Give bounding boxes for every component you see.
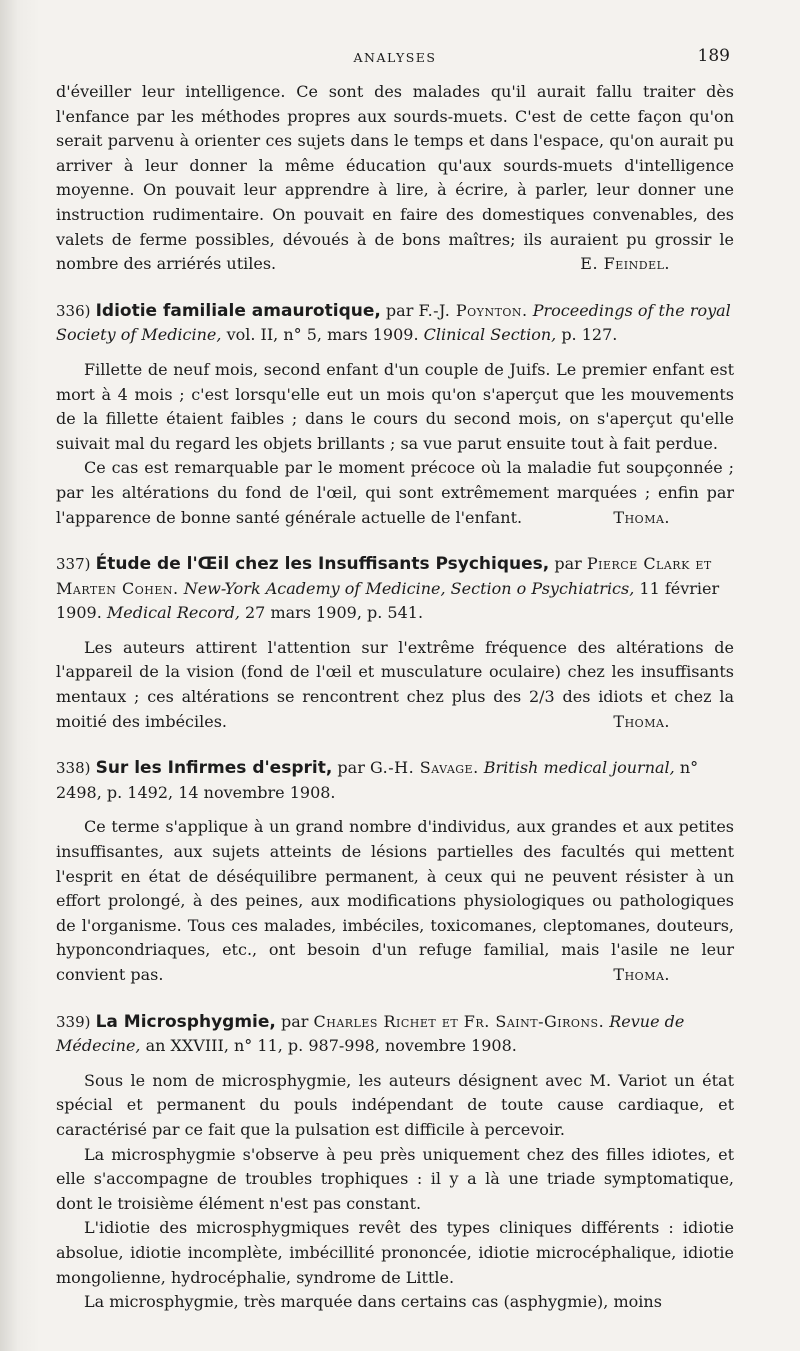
entry-source: Revue de Médecine, xyxy=(56,1011,685,1056)
entry-signature-wrap xyxy=(585,506,734,531)
signature: Thoma. xyxy=(613,711,670,731)
entry-reference-2: p. 127. xyxy=(561,325,618,345)
entry-source: British medical journal, xyxy=(483,758,675,778)
page-header xyxy=(56,44,734,80)
signature: E. Feindel. xyxy=(580,254,670,274)
entry-number: 336) xyxy=(56,301,91,320)
entry-339 xyxy=(56,1010,734,1315)
entry-heading xyxy=(56,299,734,348)
entry-heading xyxy=(56,1010,734,1059)
entry-paragraph xyxy=(56,456,734,530)
entry-number: 337) xyxy=(56,555,91,574)
entry-par: par xyxy=(554,554,582,574)
entry-reference-2: 27 mars 1909, p. 541. xyxy=(245,603,424,623)
entry-paragraph xyxy=(56,636,734,734)
entry-338 xyxy=(56,756,734,987)
running-title: ANALYSES xyxy=(353,50,437,65)
entry-336 xyxy=(56,299,734,530)
entry-paragraph: La microsphygmie, très marquée dans certains cas (asphygmie), moins xyxy=(84,1292,662,1312)
signature: Thoma. xyxy=(613,507,670,527)
entry-337 xyxy=(56,552,734,734)
entry-author: Charles Richet et Fr. Saint-Girons. xyxy=(313,1011,605,1031)
page-number: 189 xyxy=(697,46,730,66)
entry-reference: n° 2498, p. 1492, 14 novembre 1908. xyxy=(56,758,699,802)
entry-author: G.-H. Savage. xyxy=(369,758,479,778)
entry-title: Sur les Infirmes d'esprit, xyxy=(95,758,333,779)
entry-paragraph-text: Ce cas est remarquable par le moment précoce où la maladie fut soupçonnée ; par les altérations du fond de l'œil, qui sont extrêmement marquées ; enfin par l'apparence de bonne santé générale actuelle de l'enfant. xyxy=(56,458,734,527)
entry-number: 338) xyxy=(56,759,91,778)
entry-par: par xyxy=(385,300,414,320)
entry-source-2: Clinical Section, xyxy=(423,325,557,345)
entry-par: par xyxy=(280,1011,309,1031)
entry-paragraph-text: Ce terme s'applique à un grand nombre d'individus, aux grandes et aux petites insuffisantes, aux sujets atteints de lésions partielles des facultés qui mettent l'esprit en état de déséquilibre permanent, à ceux qui ne peuvent résister à un effort prolongé, à des peines, aux modifications physiologiques ou pathologiques de l'organisme. Tous ces malades, imbéciles, toxicomanes, cleptomanes, douteurs, hyponcondriaques, etc., ont besoin d'un refuge familial, mais l'asile ne leur convient pas. xyxy=(56,817,734,984)
entry-paragraph-text: Les auteurs attirent l'attention sur l'extrême fréquence des altérations de l'appareil de la vision (fond de l'œil et musculature oculaire) chez les insuffisants mentaux ; ces altérations se rencontrent chez plus des 2/3 des idiots et chez la moitié des imbéciles. xyxy=(56,637,734,731)
signature: Thoma. xyxy=(613,965,670,984)
entry-par: par xyxy=(337,758,365,778)
entry-reference: 11 février 1909. xyxy=(56,578,720,623)
entry-title: La Microsphygmie, xyxy=(95,1011,276,1032)
entry-title: Étude de l'Œil chez les Insuffisants Psychiques, xyxy=(95,554,550,575)
entry-number: 339) xyxy=(56,1012,91,1031)
entry-source-2: Medical Record, xyxy=(106,603,240,623)
intro-text: d'éveiller leur intelligence. Ce sont des malades qu'il aurait fallu traiter dès l'enfance par les méthodes propres aux sourds-muets. C'est de cette façon qu'on serait parvenu à orienter ces sujets dans le temps et dans l'espace, qu'on aurait pu arriver à leur donner la même éducation qu'aux sourds-muets d'intelligence moyenne. On pouvait leur apprendre à lire, à écrire, à parler, leur donner une instruction rudimentaire. On pouvait en faire des domestiques convenables, des valets de ferme possibles, dévoués à de bons maîtres; ils auraient pu grossir le nombre des arriérés utiles. xyxy=(56,82,734,274)
entry-author: Pierce Clark et Marten Cohen. xyxy=(56,554,712,598)
entry-reference: an XXVIII, n° 11, p. 987-998, novembre 1908. xyxy=(145,1036,517,1056)
entry-title: Idiotie familiale amaurotique, xyxy=(95,300,381,321)
entry-paragraph: Sous le nom de microsphygmie, les auteurs désignent avec M. Variot un état spécial et permanent du pouls indépendant de toute cause cardiaque, et caractérisé par ce fait que la pulsation est difficile à percevoir. xyxy=(56,1070,734,1139)
entry-source: Proceedings of the royal Society of Medicine, xyxy=(56,300,731,345)
intro-paragraph xyxy=(56,80,734,277)
entry-paragraph: La microsphygmie s'observe à peu près uniquement chez des filles idiotes, et elle s'accompagne de troubles trophiques : il y a là une triade symptomatique, dont le troisième élément n'est pas constant. xyxy=(56,1144,734,1213)
entry-paragraph: Fillette de neuf mois, second enfant d'un couple de Juifs. Le premier enfant est mort à 4 mois ; c'est lorsqu'elle eut un mois qu'on s'aperçut que les mouvements de la fillette étaient faibles ; dans le cours du second mois, on s'aperçut qu'elle suivait mal du regard les objets brillants ; sa vue parut ensuite tout à fait perdue. xyxy=(56,359,734,453)
entry-signature-wrap xyxy=(585,710,734,735)
entry-author: F.-J. Poynton. xyxy=(418,300,528,320)
entry-signature-wrap xyxy=(585,963,734,988)
entry-paragraph xyxy=(56,815,734,987)
intro-signature xyxy=(580,252,734,277)
entry-source: New-York Academy of Medicine, Section o Psychiatrics, xyxy=(183,578,635,598)
entry-heading xyxy=(56,756,734,805)
entry-reference: vol. II, n° 5, mars 1909. xyxy=(226,325,419,345)
entry-paragraph: L'idiotie des microsphygmiques revêt des types cliniques différents : idiotie absolue, idiotie incomplète, imbécillité prononcée, idiotie microcéphalique, idiotie mongolienne, hydrocéphalie, syndrome de Little. xyxy=(56,1218,734,1287)
entry-heading xyxy=(56,552,734,626)
